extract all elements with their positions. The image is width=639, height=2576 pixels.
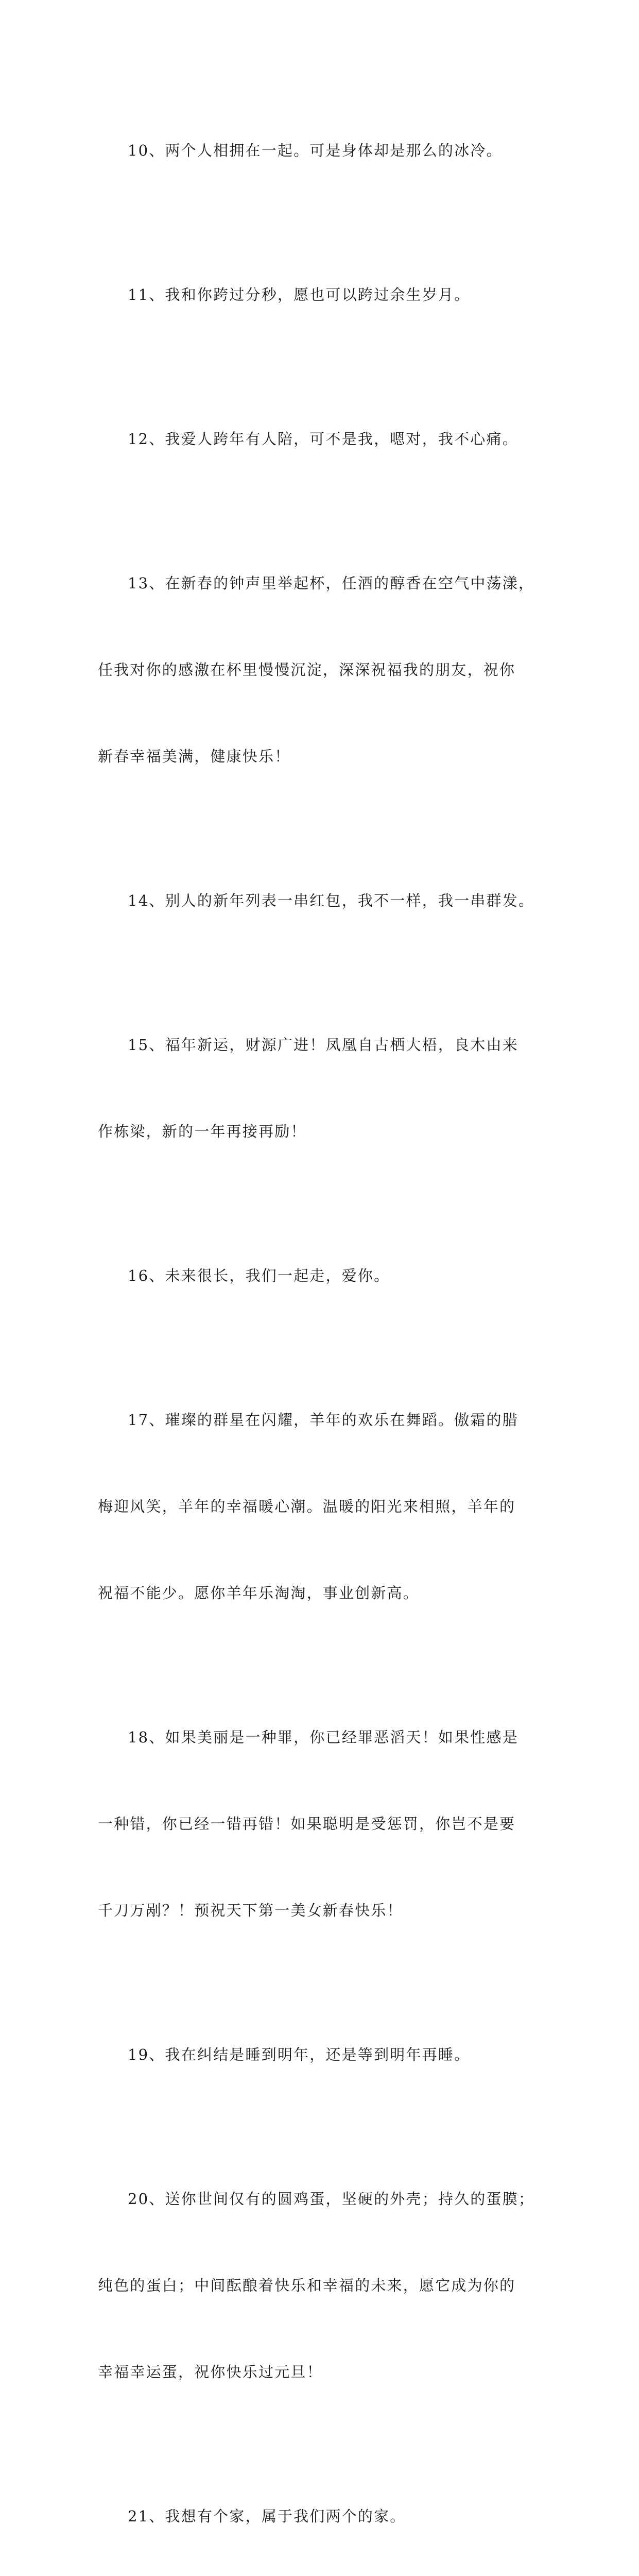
- paragraph-line: 作栋梁，新的一年再接再励！: [98, 1123, 307, 1140]
- document-body: [98, 78, 551, 2576]
- paragraph-line: 梅迎风笑，羊年的幸福暖心潮。温暖的阳光来相照，羊年的: [98, 1498, 516, 1515]
- paragraph-line: 17、璀璨的群星在闪耀，羊年的欢乐在舞蹈。傲霜的腊: [128, 1411, 519, 1429]
- paragraph-line: 16、未来很长，我们一起走，爱你。: [128, 1267, 390, 1284]
- paragraph-13: [98, 511, 551, 828]
- paragraph-11: [98, 223, 551, 367]
- paragraph-line: 12、我爱人跨年有人陪，可不是我，嗯对，我不心痛。: [128, 430, 519, 448]
- paragraph-14: [98, 828, 551, 973]
- paragraph-line: 新春幸福美满，健康快乐！: [98, 748, 291, 765]
- paragraph-line: 13、在新春的钟声里举起杯，任酒的醇香在空气中荡漾，: [128, 574, 535, 592]
- paragraph-line: 纯色的蛋白；中间酝酿着快乐和幸福的未来，愿它成为你的: [98, 2277, 516, 2294]
- paragraph-line: 任我对你的感激在杯里慢慢沉淀，深深祝福我的朋友，祝你: [98, 661, 516, 679]
- paragraph-20: [98, 2127, 551, 2444]
- paragraph-15: [98, 973, 551, 1204]
- paragraph-19: [98, 1982, 551, 2127]
- paragraph-line: 10、两个人相拥在一起。可是身体却是那么的冰冷。: [128, 142, 503, 159]
- paragraph-line: 20、送你世间仅有的圆鸡蛋，坚硬的外壳；持久的蛋膜；: [128, 2190, 535, 2208]
- paragraph-line: 祝福不能少。愿你羊年乐淘淘，事业创新高。: [98, 1584, 420, 1602]
- paragraph-line: 11、我和你跨过分秒，愿也可以跨过余生岁月。: [128, 286, 471, 303]
- paragraph-line: 千刀万剐？！预祝天下第一美女新春快乐！: [98, 1902, 403, 1919]
- paragraph-line: 15、福年新运，财源广进！凤凰自古栖大梧，良木由来: [128, 1036, 519, 1054]
- paragraph-line: 幸福幸运蛋，祝你快乐过元旦！: [98, 2363, 323, 2381]
- paragraph-17: [98, 1348, 551, 1665]
- paragraph-18: [98, 1665, 551, 1982]
- paragraph-12: [98, 367, 551, 511]
- paragraph-line: 19、我在纠结是睡到明年，还是等到明年再睡。: [128, 2046, 471, 2063]
- paragraph-10: [98, 78, 551, 223]
- paragraph-line: 14、别人的新年列表一串红包，我不一样，我一串群发。: [128, 892, 535, 909]
- paragraph-21: [98, 2444, 551, 2576]
- paragraph-16: [98, 1204, 551, 1348]
- paragraph-line: 21、我想有个家，属于我们两个的家。: [128, 2507, 406, 2525]
- paragraph-line: 一种错，你已经一错再错！如果聪明是受惩罚，你岂不是要: [98, 1815, 516, 1833]
- paragraph-line: 18、如果美丽是一种罪，你已经罪恶滔天！如果性感是: [128, 1728, 519, 1746]
